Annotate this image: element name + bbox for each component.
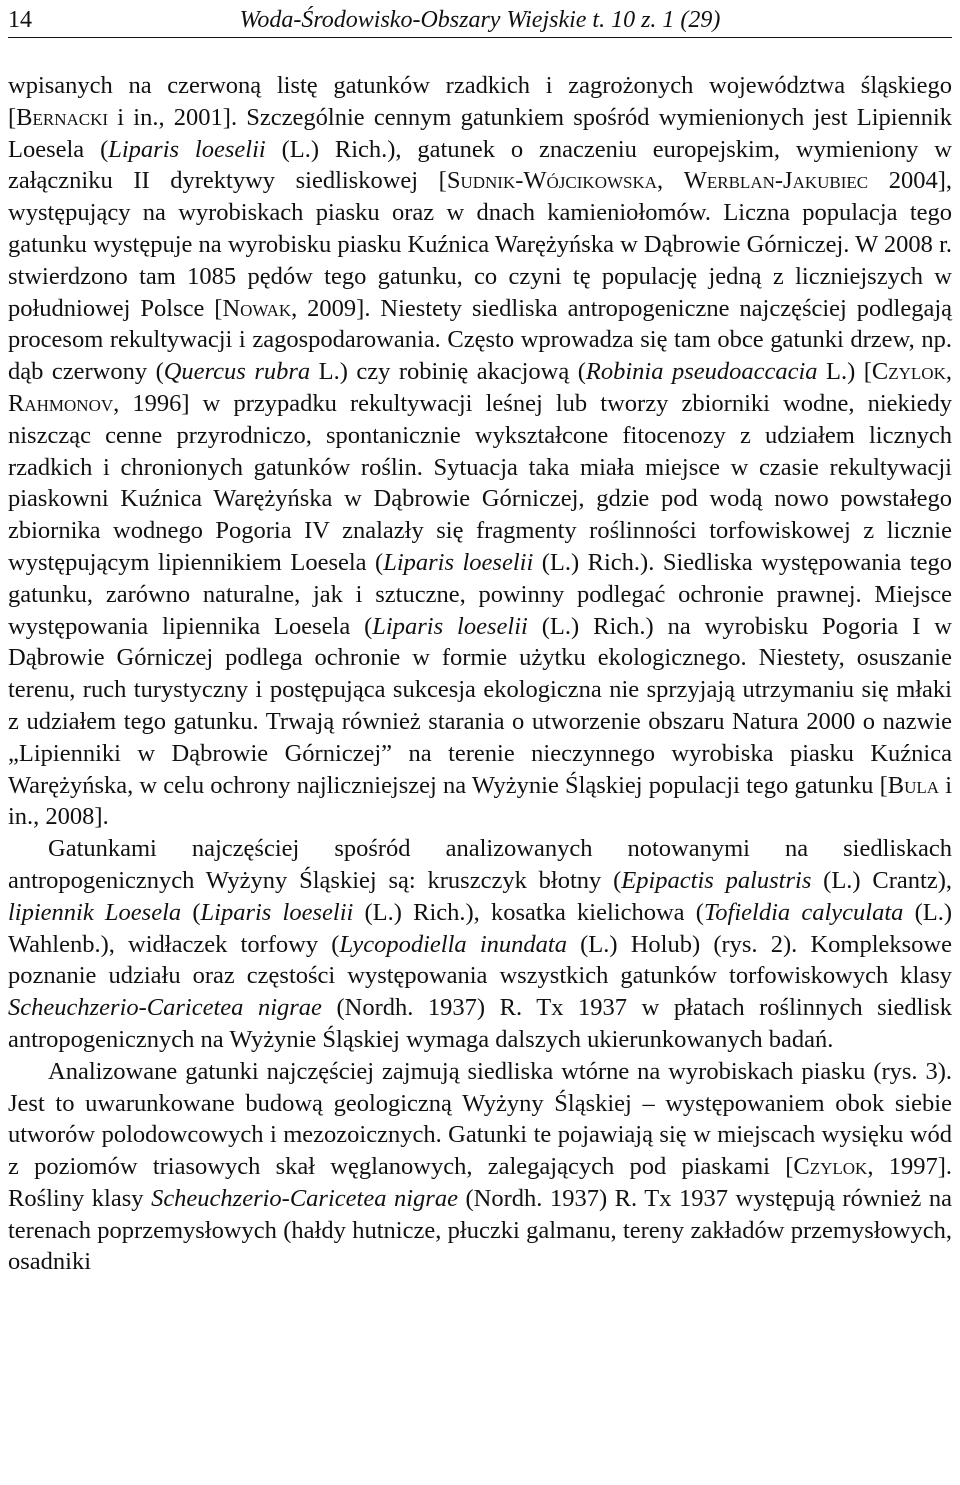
latin-name: Liparis loeselii [200, 898, 354, 926]
citation-author: Nowak [222, 294, 292, 322]
text-run: (L.) Crantz), [811, 866, 952, 894]
text-run: Analizowane gatunki najczęściej zajmują siedliska wtórne na wyrobiskach piasku (rys. 3). Jest to uwarunkowane budową geologiczną Wyżyny Śląskiej – występowaniem obok siebie utworów polodowcowych i mezozoicznych. Gatunki te pojawiają się w miejscach wysięku wód z poziomów triasowych skał węglanowych, zalegających pod piaskami [ [8, 1057, 952, 1181]
text-run: (L.) Rich.). Siedliska występowania tego gatunku, zarówno naturalne, jak i sztuczne, powinny podlegać ochronie prawnej. Miejsce występowania lipiennika Loesela ( [8, 548, 952, 640]
text-run: (L.) Holub) (rys. 2). Kompleksowe poznanie udziału oraz częstości występowania wszystkich gatunków torfowiskowych klasy [8, 930, 952, 990]
text-run: i in., 2008]. [8, 771, 952, 831]
text-run: , [945, 358, 952, 386]
latin-name: Liparis loeselii [108, 135, 266, 163]
latin-name: Liparis loeselii [383, 548, 534, 576]
text-run: (L.) Rich.) na wyrobisku Pogoria I w Dąbrowie Górniczej podlega ochronie w formie użytku ekologicznego. Niestety, osuszanie terenu, ruch turystyczny i postępująca sukcesja ekologiczna nie sprzyjają utrzymaniu się młaki z udziałem tego gatunku. Trwają również starania o utworzenie obszaru Natura 2000 o nazwie „Lipienniki w Dąbrowie Górniczej” na terenie nieczynnego wyrobiska piasku Kuźnica Warężyńska, w celu ochrony najliczniejszej na Wyżynie Śląskiej populacji tego gatunku [ [8, 612, 952, 799]
paragraph [8, 1056, 952, 1279]
text-run: , 2009]. Niestety siedliska antropogeniczne najczęściej podlegają procesom rekultywacji i zagospodarowania. Często wprowadza się tam obce gatunki drzew, np. dąb czerwony ( [8, 294, 952, 386]
text-run: , 1997]. Rośliny klasy [8, 1153, 952, 1212]
page-number: 14 [8, 7, 32, 33]
text-run: (L.) Wahlenb.), widłaczek torfowy ( [8, 898, 953, 958]
text-run: , 1996] w przypadku rekultywacji leśnej lub tworzy zbiorniki wodne, niekiedy niszcząc cenne przyrodniczo, spontanicznie wykształcone fitocenozy z udziałem licznych rzadkich i chronionych gatunków roślin. Sytuacja taka miała miejsce w czasie rekultywacji piaskowni Kuźnica Warężyńska w Dąbrowie Górniczej, gdzie pod wodą nowo powstałego zbiornika wodnego Pogoria IV znalazły się fragmenty roślinności torfowiskowej z licznie występującym lipiennikiem Loesela ( [8, 389, 952, 576]
citation-author: Czylok [871, 358, 946, 386]
paragraph [8, 70, 952, 833]
latin-name: Robinia pseudoaccacia [585, 358, 818, 386]
paragraph [8, 833, 952, 1056]
latin-name: Epipactis palustris [621, 866, 812, 894]
text-run: L.) czy robinię akacjową ( [310, 358, 586, 386]
text-run: (Nordh. 1937) R. Tx 1937 w płatach roślinnych siedlisk antropogenicznych na Wyżynie Śląskiej wymaga dalszych ukierunkowanych badań. [8, 994, 952, 1053]
latin-name: Scheuchzerio-Caricetea nigrae [8, 994, 322, 1022]
text-run: 2004], występujący na wyrobiskach piasku oraz w dnach kamieniołomów. Liczna populacja tego gatunku występuje na wyrobisku piasku Kuźnica Warężyńska w Dąbrowie Górniczej. W 2008 r. stwierdzono tam 1085 pędów tego gatunku, co czyni tę populację jedną z liczniejszych w południowej Polsce [ [8, 167, 952, 322]
citation-author: Werblan-Jakubiec [683, 167, 869, 195]
text-run: L.) [ [817, 358, 872, 386]
text-run: (Nordh. 1937) R. Tx 1937 występują również na terenach poprzemysłowych (hałdy hutnicze, płuczki galmanu, tereny zakładów przemysłowych, osadniki [8, 1184, 952, 1276]
latin-name: Liparis loeselii [372, 612, 528, 640]
text-run: (L.) Rich.), kosatka kielichowa ( [353, 898, 704, 926]
text-run: ( [181, 898, 201, 926]
citation-author: Bula [887, 771, 940, 799]
citation-author: Czylok [793, 1153, 868, 1181]
header-rule [8, 37, 952, 38]
text-run: Gatunkami najczęściej spośród analizowanych notowanymi na siedliskach antropogenicznych Wyżyny Śląskiej są: kruszczyk błotny ( [8, 835, 952, 894]
text-run: i in., 2001]. Szczególnie cennym gatunkiem spośród wymienionych jest Lipiennik Loesela ( [8, 103, 952, 163]
citation-author: Sudnik-Wójcikowska [446, 167, 658, 195]
citation-author: Bernacki [16, 103, 109, 131]
running-title: Woda-Środowisko-Obszary Wiejskie t. 10 z. 1 (29) [239, 7, 721, 33]
text-run: , [657, 167, 684, 195]
latin-name: Tofieldia calyculata [703, 898, 904, 926]
citation-author: Rahmonov [8, 389, 114, 417]
body-text [8, 70, 952, 1278]
text-run: wpisanych na czerwoną listę gatunków rzadkich i zagrożonych województwa śląskiego [ [8, 72, 952, 131]
latin-name: lipiennik Loesela [8, 898, 182, 926]
latin-name: Quercus rubra [163, 358, 311, 386]
latin-name: Lycopodiella inundata [339, 930, 567, 958]
page-header [8, 4, 952, 36]
text-run: (L.) Rich.), gatunek o znaczeniu europejskim, wymieniony w załączniku II dyrektywy siedliskowej [ [8, 135, 952, 195]
latin-name: Scheuchzerio-Caricetea nigrae [151, 1184, 458, 1212]
